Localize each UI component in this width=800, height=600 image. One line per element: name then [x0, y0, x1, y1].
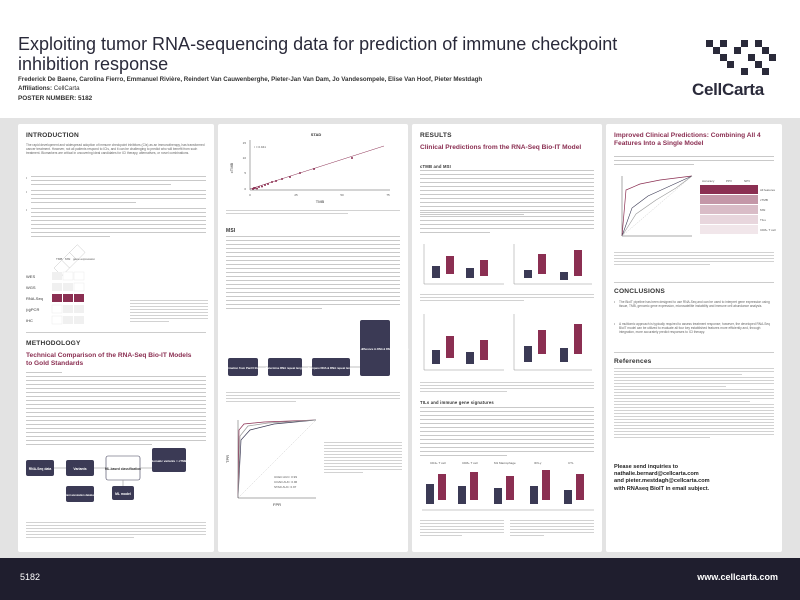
stad-ylabel: cTMB [229, 162, 234, 174]
cellcarta-logo: CellCarta [692, 80, 764, 99]
msi-heading: MSI [226, 228, 236, 234]
poster-affiliations [18, 85, 80, 92]
footer-poster-number: 5182 [20, 572, 41, 582]
stad-xtick: 75 [386, 193, 390, 197]
poster-authors: Frederick De Baene, Carolina Fierro, Emmanuel Rivière, Reindert Van Cauwenberghe, Pieter-Jan Van Dam, Jo Vandesompele, Elise Van Hoof, Pieter Mestdagh [18, 76, 483, 83]
figure-msi-boxplots [420, 310, 596, 380]
flow-ml-classification: ML-based classification [105, 467, 141, 471]
figure-roc-caption [324, 442, 402, 488]
flow-annotation-databases: Variant annotation databases [61, 494, 99, 497]
figure-ctmb-boxplots [420, 240, 596, 290]
references-heading: References [614, 358, 652, 365]
table-row-all-features: All features [760, 188, 776, 192]
poster-body [0, 118, 800, 558]
affiliations-label: Affiliations: [18, 85, 53, 92]
results-tils-text [420, 407, 594, 467]
column-introduction: INTRODUCTION The rapid development and widespread adoption of immune checkpoint inhibitors (CIs) as an immunotherapy, has transformed cancer treatment. However, not all patients respond to ICIs, and it can be challenging to predict who will benefit from such treatment. Biomarkers are critical in uncovering ideal candidates for ICI therapy, alternatives, or novel combinations. • • • TMB MSI gene expression WES WGS RNA-Seq (q)PCR IHC METHODOLOGY Technical Comparison of the RNA-Seq Bio-IT Models to Gold Standards RNA-Seq data Variants ML-based classification Somatic variants = cTMB Variant annotation databases ML model [18, 124, 214, 552]
fig1-row-wgs: WGS [26, 285, 36, 290]
figure-1-caption [130, 300, 208, 330]
contact-email-1[interactable]: nathalie.bernard@cellcarta.com [614, 471, 699, 478]
msi-box-assess: Assess MSI via difference in DNA & RNA repeat length [341, 348, 409, 351]
poster-header [0, 0, 800, 118]
fig1-row-wes: WES [26, 274, 36, 279]
results-subheading: Clinical Predictions from the RNA-Seq Bio-IT Model [420, 144, 582, 151]
fig1-row-qpcr: (q)PCR [26, 307, 40, 312]
figure-til-caption-a [420, 520, 504, 548]
figure-roc-curve [224, 414, 320, 508]
figure-stad-scatter [224, 128, 402, 206]
results-tils-heading: TILs and immune gene signatures [420, 400, 494, 405]
figure-til-boxplots [418, 460, 598, 516]
fig1-col-tmb: TMB [56, 257, 63, 261]
methodology-heading: METHODOLOGY [26, 340, 81, 347]
contact-line-4: with RNAseq BioIT in email subject. [614, 485, 710, 492]
figure-stad-caption [226, 210, 400, 220]
figure-1-technology-matrix [26, 248, 126, 328]
stad-r-label: r = 0.941 [254, 145, 266, 149]
figure-til-caption-b [510, 520, 594, 548]
results-text-2 [420, 212, 594, 242]
stad-xlabel: TMB [315, 199, 325, 204]
table-header-ppv: PPV [726, 179, 733, 183]
improved-heading: Improved Clinical Predictions: Combining All 4 Features Into a Single Model [614, 132, 761, 147]
stad-ytick: 0 [244, 187, 246, 191]
flow-ml-model: ML model [115, 492, 131, 496]
roc-legend-coad: COAD AUC: 0.96 [274, 480, 298, 484]
msi-box-repeat-length: Determine RNA repeat length [265, 366, 305, 370]
figure-msi-workflow [222, 314, 409, 386]
figure-msi-result-caption [420, 382, 594, 396]
table-header-npv: NPV [744, 179, 751, 183]
column-conclusions: Improved Clinical Predictions: Combining All 4 Features Into a Single Model Accuracy PPV NPV All features cTMB MSI TILs CD8+ T cell CONCLUSIONS • The BioIT pipeline has been designed to use RNA-Seq and can be used to interpret gene expression using tissue, TMB, genomic gene expression, microsatellite instability and immune cell abundance analysis. • A multiomic approach is typically required to assess treatment response; however, the developed RNA-Seq BioIT model can be utilized to evaluate all four key established features more efficiently and, through integration, more accurately predict responses to ICI therapy. References Please send inquiries to nathalie.bernard@cellcarta.com and pieter.mestdagh@cellcarta.com with RNAseq BioIT in email subject. [606, 124, 782, 552]
references-list [614, 368, 774, 442]
footer-website-link[interactable]: www.cellcarta.com [697, 572, 778, 582]
figure-msi-caption [226, 392, 400, 406]
column-methods-figures [218, 124, 408, 552]
poster-title: Exploiting tumor RNA-sequencing data for prediction of immune checkpoint inhibition response [18, 34, 618, 74]
flow-somatic-variants: Somatic variants = cTMB [151, 459, 187, 463]
figure-combined-caption [614, 252, 774, 276]
intro-bullet-3 [31, 208, 206, 248]
stad-ytick: 10 [242, 156, 246, 160]
fig1-col-gene-expression: gene expression [73, 257, 96, 261]
flow-rnaseq-data: RNA-Seq data [28, 467, 52, 471]
conclusion-bullet-2: A multiomic approach is typically required to assess treatment response; however, the developed RNA-Seq BioIT model can be utilized to evaluate all four key established features more efficiently and, through integration, more accurately predict responses to ICI therapy. [619, 322, 770, 334]
poster-number: POSTER NUMBER: 5182 [18, 95, 93, 102]
til-label-ifng: IFN-γ [534, 461, 542, 465]
figure-combined-model [610, 170, 780, 250]
roc-xlabel: FPR [273, 502, 281, 507]
stad-xtick: 50 [340, 193, 344, 197]
table-row-tils: TILs [760, 218, 766, 222]
flow-variants: Variants [73, 467, 87, 471]
contact-email-2[interactable]: and pieter.mestdagh@cellcarta.com [614, 478, 710, 485]
roc-legend-stad: STAD AUC: 0.97 [274, 485, 297, 489]
contact-line-1: Please send inquiries to [614, 464, 679, 470]
intro-heading: INTRODUCTION [26, 132, 79, 139]
roc-ylabel: TPR [225, 455, 230, 463]
stad-xtick: 0 [249, 193, 251, 197]
results-ctmb-msi: cTMB and MSI [420, 164, 452, 169]
intro-paragraph: The rapid development and widespread adoption of immune checkpoint inhibitors (CIs) as an immunotherapy, has transformed cancer treatment. However, not all patients respond to ICIs, and it can be challenging to predict who will benefit from such treatment. Biomarkers are critical in uncovering ideal candidates for ICI therapy, alternatives, or novel combinations. [26, 143, 205, 155]
conclusion-bullet-1: The BioIT pipeline has been designed to use RNA-Seq and can be used to interpret gene expression using tissue, TMB, genomic gene expression, microsatellite instability and immune cell abundance analysis. [619, 300, 770, 308]
msi-text [226, 236, 400, 316]
fig1-row-rnaseq: RNA-Seq [26, 296, 43, 301]
stad-title: STAD [310, 132, 322, 137]
table-header-accuracy: Accuracy [702, 179, 715, 183]
roc-legend-ucec: UCEC AUC: 0.99 [274, 475, 298, 479]
contact-block [614, 464, 782, 493]
til-label-cd8: CD8+ T cell [462, 461, 478, 465]
column-results [412, 124, 602, 552]
affiliations-value: CellCarta [53, 85, 80, 92]
stad-ytick: 15 [242, 141, 246, 145]
stad-points [252, 157, 353, 190]
table-row-ctmb: cTMB [760, 198, 768, 202]
msi-box-compare: Compare DNA & RNA repeat length [307, 366, 355, 370]
til-label-m1: M1 Macrophage [494, 461, 516, 465]
fig1-col-msi: MSI [65, 257, 71, 261]
methodology-text [26, 372, 206, 450]
logo-pixel-mark [706, 40, 776, 80]
stad-xtick: 25 [294, 193, 298, 197]
figure-2-caption [26, 522, 206, 552]
msi-box-pancl: Information from PanCl library [222, 366, 264, 370]
table-row-cd8: CD8+ T cell [760, 228, 776, 232]
fig1-row-ihc: IHC [26, 318, 33, 323]
til-label-cd4: CD4+ T cell [430, 461, 446, 465]
figure-2-ctmb-workflow [26, 442, 206, 520]
conclusions-heading: CONCLUSIONS [614, 288, 665, 295]
poster-footer [0, 558, 800, 600]
results-heading: RESULTS [420, 132, 452, 139]
performance-table [700, 185, 758, 234]
table-row-msi: MSI [760, 208, 766, 212]
stad-ytick: 5 [244, 171, 246, 175]
methodology-subheading: Technical Comparison of the RNA-Seq Bio-IT Models to Gold Standards [26, 352, 192, 367]
til-label-ctl: CTL [568, 461, 574, 465]
figure-ctmb-caption [420, 294, 594, 306]
